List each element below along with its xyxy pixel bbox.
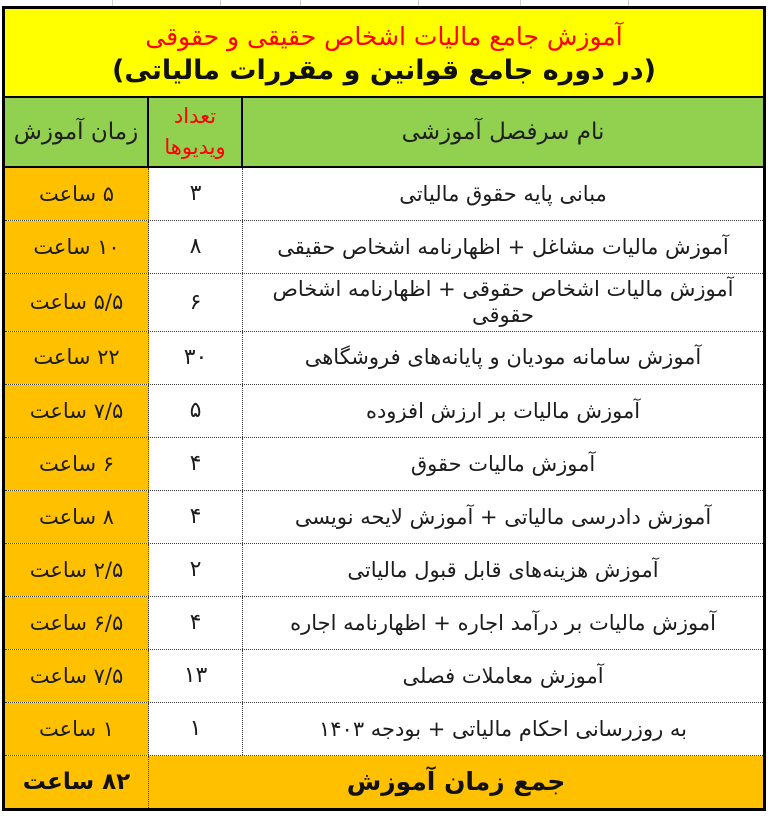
cell-time: ۶ ساعت	[5, 438, 149, 490]
table-header-row	[5, 98, 763, 168]
cell-topic-name: آموزش دادرسی مالیاتی + آموزش لایحه نویسی	[243, 491, 763, 543]
cell-time: ۱ ساعت	[5, 703, 149, 755]
table-row	[5, 168, 763, 221]
table-row	[5, 438, 763, 491]
cell-time: ۵ ساعت	[5, 168, 149, 220]
cell-topic-name: آموزش مالیات بر ارزش افزوده	[243, 385, 763, 437]
table-row	[5, 385, 763, 438]
cell-topic-name: آموزش مالیات حقوق	[243, 438, 763, 490]
cell-video-count: ۸	[149, 221, 243, 273]
table-row	[5, 650, 763, 703]
table-row	[5, 703, 763, 756]
cell-topic-name: آموزش هزینه‌های قابل قبول مالیاتی	[243, 544, 763, 596]
table-row	[5, 597, 763, 650]
cell-time: ۲۲ ساعت	[5, 332, 149, 384]
table-row	[5, 221, 763, 274]
total-label: جمع زمان آموزش	[346, 767, 566, 797]
header-topic-name: نام سرفصل آموزشی	[401, 118, 605, 145]
cell-topic-name: آموزش مالیات مشاغل + اظهارنامه اشخاص حقیقی	[243, 221, 763, 273]
cell-time: ۷/۵ ساعت	[5, 385, 149, 437]
header-video-count: تعداد ویدیوها	[149, 98, 243, 166]
cell-video-count: ۴	[149, 491, 243, 543]
cell-video-count: ۱	[149, 703, 243, 755]
cell-video-count: ۵	[149, 385, 243, 437]
cell-video-count: ۱۳	[149, 650, 243, 702]
page-title: آموزش جامع مالیات اشخاص حقیقی و حقوقی	[145, 21, 623, 51]
table-row	[5, 274, 763, 332]
cell-topic-name: آموزش مالیات بر درآمد اجاره + اظهارنامه اجاره	[243, 597, 763, 649]
table-footer-row	[5, 756, 763, 808]
cell-topic-name: آموزش سامانه مودیان و پایانه‌های فروشگاهی	[243, 332, 763, 384]
table-body	[5, 168, 763, 756]
cell-topic-name: آموزش معاملات فصلی	[243, 650, 763, 702]
course-table	[2, 6, 766, 811]
cell-topic-name: مبانی پایه حقوق مالیاتی	[243, 168, 763, 220]
title-block	[5, 9, 763, 98]
cell-video-count: ۳	[149, 168, 243, 220]
cell-video-count: ۲	[149, 544, 243, 596]
cell-video-count: ۴	[149, 438, 243, 490]
table-row	[5, 491, 763, 544]
total-hours: ۸۲ ساعت	[5, 756, 149, 808]
cell-topic-name: به روزرسانی احکام مالیاتی + بودجه ۱۴۰۳	[243, 703, 763, 755]
cell-topic-name: آموزش مالیات اشخاص حقوقی + اظهارنامه اشخاص حقوقی	[243, 274, 763, 331]
page-subtitle: (در دوره جامع قوانین و مقررات مالیاتی)	[112, 54, 656, 86]
cell-time: ۱۰ ساعت	[5, 221, 149, 273]
cell-video-count: ۶	[149, 274, 243, 331]
cell-time: ۸ ساعت	[5, 491, 149, 543]
table-row	[5, 544, 763, 597]
cell-video-count: ۳۰	[149, 332, 243, 384]
cell-time: ۲/۵ ساعت	[5, 544, 149, 596]
cell-time: ۶/۵ ساعت	[5, 597, 149, 649]
header-time: زمان آموزش	[5, 98, 149, 166]
cell-time: ۵/۵ ساعت	[5, 274, 149, 331]
cell-time: ۷/۵ ساعت	[5, 650, 149, 702]
cell-video-count: ۴	[149, 597, 243, 649]
table-row	[5, 332, 763, 385]
